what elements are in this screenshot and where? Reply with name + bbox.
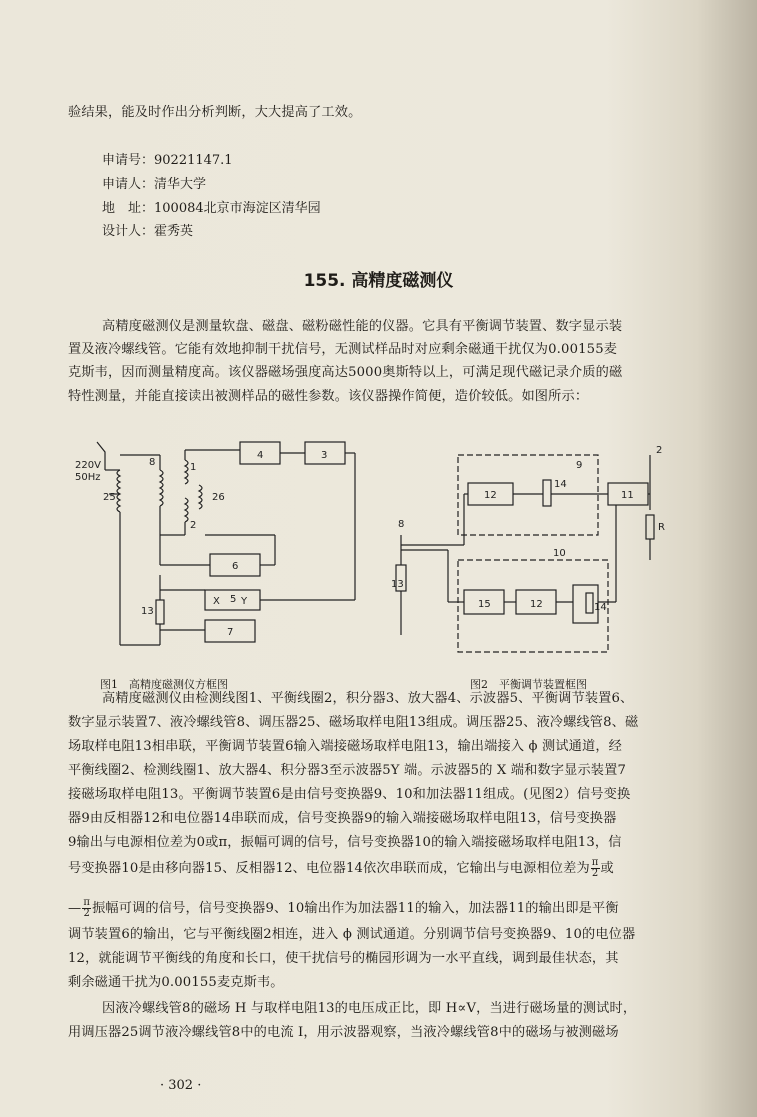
body-line <box>68 858 614 879</box>
fig2-label-9: 9 <box>576 460 583 471</box>
figure-2-block-diagram <box>388 435 688 675</box>
body-line: 12，就能调节平衡线的角度和长口，使干扰信号的椭园形调为一水平直线，调到最佳状态，其 <box>68 951 619 966</box>
fig2-label-12a: 12 <box>484 490 497 501</box>
fig1-label-2: 2 <box>190 520 197 531</box>
fig2-label-12b: 12 <box>530 599 543 610</box>
fig2-label-15: 15 <box>478 599 491 610</box>
fig1-label-1: 1 <box>190 462 197 473</box>
figure-1-block-diagram <box>75 430 375 675</box>
body-line: 场取样电阻13相串联，平衡调节装置6输入端接磁场取样电阻13，输出端接入 ϕ 测试通道，经 <box>68 739 623 754</box>
fraction-pi-over-2 <box>82 898 91 919</box>
body-line <box>68 898 619 919</box>
fig1-supply-frequency: 50Hz <box>75 472 101 483</box>
top-text-line: 验结果，能及时作出分析判断，大大提高了工效。 <box>68 105 362 120</box>
applicant: 申请人：清华大学 <box>102 177 207 192</box>
designer: 设计人：霍秀英 <box>102 224 194 239</box>
page-number: · 302 · <box>160 1078 202 1093</box>
fraction-numerator: π <box>591 857 599 868</box>
fig1-label-4: 4 <box>257 450 264 461</box>
address: 地 址：100084北京市海淀区清华园 <box>102 201 321 216</box>
fig2-label-r: R <box>658 522 665 533</box>
fig1-supply-voltage: 220V <box>75 460 101 471</box>
body-line: 平衡线圈2、检测线圈1、放大器4、积分器3至示波器5Y 端。示波器5的 X 端和数字显示装置7 <box>68 763 627 778</box>
body-line-text: 振幅可调的信号，信号变换器9、10输出作为加法器11的输入，加法器11的输出即是平衡 <box>92 901 619 916</box>
application-number: 申请号：90221147.1 <box>102 153 233 168</box>
fig2-label-2: 2 <box>656 445 663 456</box>
figure-1-caption: 图1 高精度磁测仪方框图 <box>100 678 228 691</box>
fig1-label-5: 5 <box>230 594 237 605</box>
fraction-denominator: 2 <box>591 868 599 879</box>
fig1-label-x: X <box>213 596 220 607</box>
fig1-label-25: 25 <box>103 492 116 503</box>
fig2-label-14b: 14 <box>594 602 607 613</box>
body-line: 接磁场取样电阻13。平衡调节装置6是由信号变换器9、10和加法器11组成。(见图2）信号变换 <box>68 787 631 802</box>
body-line: 器9由反相器12和电位器14串联而成，信号变换器9的输入端接磁场取样电阻13，信号变换器 <box>68 811 617 826</box>
intro-line: 特性测量，并能直接读出被测样品的磁性参数。该仪器操作简便，造价较低。如图所示： <box>68 389 589 404</box>
fig1-label-26: 26 <box>212 492 225 503</box>
article-title: 155. 高精度磁测仪 <box>303 271 454 291</box>
fig2-label-13: 13 <box>391 579 404 590</box>
fraction-pi-over-2 <box>591 858 600 879</box>
body-line: 数字显示装置7、液冷螺线管8、调压器25、磁场取样电阻13组成。调压器25、液冷螺线管8、磁 <box>68 715 639 730</box>
fig1-label-13: 13 <box>141 606 154 617</box>
intro-line: 置及液冷螺线管。它能有效地抑制干扰信号，无测试样品时对应剩余磁通干扰仅为0.00155麦 <box>68 342 618 357</box>
fig1-label-6: 6 <box>232 561 239 572</box>
body-line-text: 号变换器10是由移向器15、反相器12、电位器14依次串联而成，它输出与电源相位差为 <box>68 861 590 876</box>
body-line: 用调压器25调节液冷螺线管8中的电流 I，用示波器观察，当液冷螺线管8中的磁场与被测磁场 <box>68 1025 619 1040</box>
body-line: 剩余磁通干扰为0.00155麦克斯韦。 <box>68 975 284 990</box>
figure-2-caption: 图2 平衡调节装置框图 <box>470 678 587 691</box>
fraction-numerator: π <box>83 897 91 908</box>
intro-line: 克斯韦，因而测量精度高。该仪器磁场强度高达5000奥斯特以上，可满足现代磁记录介质的磁 <box>68 365 623 380</box>
fraction-denominator: 2 <box>83 908 90 919</box>
body-or: 或 <box>600 861 614 876</box>
body-line: 9输出与电源相位差为0或π，振幅可调的信号，信号变换器10的输入端接磁场取样电阻13，信 <box>68 835 622 850</box>
fig1-label-8: 8 <box>149 457 156 468</box>
intro-line: 高精度磁测仪是测量软盘、磁盘、磁粉磁性能的仪器。它具有平衡调节装置、数字显示装 <box>102 319 623 334</box>
fig1-label-3: 3 <box>321 450 328 461</box>
fig2-label-14a: 14 <box>554 479 567 490</box>
fig1-label-7: 7 <box>227 627 234 638</box>
fig1-label-y: Y <box>241 596 248 607</box>
body-line: 调节装置6的输出，它与平衡线圈2相连，进入 ϕ 测试通道。分别调节信号变换器9、10的电位器 <box>68 927 636 942</box>
fig2-label-11: 11 <box>621 490 634 501</box>
fig2-label-8: 8 <box>398 519 405 530</box>
body-line: 高精度磁测仪由检测线图1、平衡线圈2，积分器3、放大器4、示波器5、平衡调节装置6、 <box>102 691 634 706</box>
body-line: 因液冷螺线管8的磁场 H 与取样电阻13的电压成正比，即 H∝V，当进行磁场量的测试时， <box>102 1001 637 1016</box>
body-minus: — <box>68 901 82 916</box>
fig2-label-10: 10 <box>553 548 566 559</box>
